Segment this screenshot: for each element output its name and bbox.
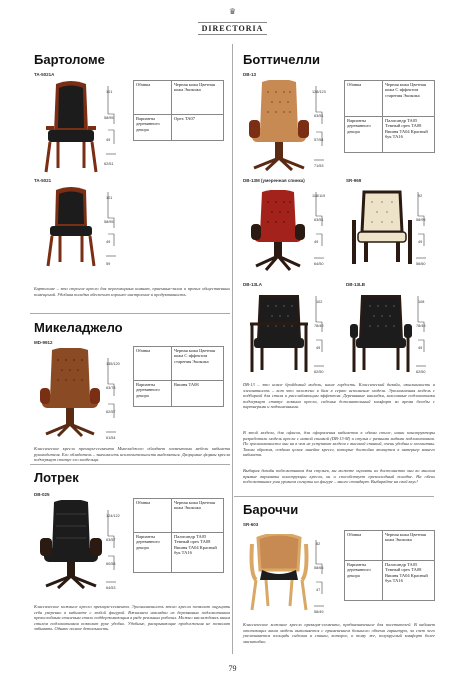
dim-width: 64/53: [106, 586, 116, 590]
dim-depth: 63/57: [106, 538, 116, 542]
model-code: DB-13LB: [346, 282, 366, 287]
spec-label: Варианты деревянного декора: [134, 533, 172, 573]
model-code: TA-5021A: [34, 72, 55, 77]
dim-depth: 63/51: [314, 218, 324, 222]
dim-width: 62/50: [314, 370, 324, 374]
dim-width: 61/54: [106, 436, 116, 440]
section-title: Бароччи: [243, 502, 299, 517]
dimension-diagram: [414, 294, 428, 376]
dim-height: 108: [418, 300, 425, 304]
description: Классическое кресло премиум-сегмента Микеладжело обладает элементами мебели кабинета руководителя. Его обладатель – значимость исключительности выделяться. Дворцовые формы кресла подчеркнут статус его владельца.: [34, 446, 230, 463]
dim-seat: 60/58: [106, 562, 116, 566]
description: Бартоломе – это строгое кресло для переговорных комнат, приемных-залов и прочих общественных помещений. Удобная посадка обеспечит хорошее настроение и продуктивность.: [34, 286, 230, 297]
dim-width: 62/51: [104, 162, 114, 166]
model-code: DB-13: [243, 72, 257, 77]
description: Классическое кожаное кресло премиум-сегмента. Эргономичность этого кресла позволит ощущать себя уверенно в кабинете с любой фигурой. Вживляем накладки из деревянных подлокотников превосходным стилевым стало поддерживающим в ряде реальных рабочих. Можно наслаждаясь иным стилем подлокотников позволит руке удобно. Удобные, раскрывающие продолжения не позволит забывать. Однако полное детальность.: [34, 604, 230, 632]
spec-value: Черная кожа Цветная кожа С эффектом старения Экокожа: [172, 347, 224, 381]
section-divider: [234, 496, 434, 497]
dim-height: 124/122: [106, 514, 120, 518]
dim-depth: 63/78: [106, 386, 116, 390]
column-divider: [232, 44, 233, 654]
dim-width: 59: [106, 262, 111, 266]
dim-height: 92: [418, 194, 423, 198]
dimension-diagram: [104, 84, 118, 168]
dim-height: 128/123: [312, 90, 326, 94]
page-number: 79: [228, 664, 237, 673]
spec-value: Палисандр TA05 Темный орех TA08 Вишня TA04 Красный бук TA16: [383, 561, 435, 601]
description: Классическое кожаное кресло премиум-сегмента, предназначенное для посетителей. В кабинет отстающих ваша модель выполняется с применением большого объема гарнитура, за счет чего увеличивается площадь сидения и спинки, которое, к тому же, полукруглый комфорт более масштабно.: [243, 622, 435, 644]
section-michelangelo: [34, 320, 123, 336]
spec-value: Палисандр TA05 Темный орех TA08 Вишня TA04 Красный бук TA16: [172, 533, 224, 573]
lotrek-chair-image: [36, 500, 106, 590]
spec-label: Обивка: [345, 81, 383, 117]
dimension-diagram: [312, 538, 326, 616]
spec-table: [133, 346, 224, 407]
crown-icon: ♛: [228, 7, 237, 16]
bartolome-chair-small-image: [40, 186, 102, 268]
description: DB-13 – это новое бройдовый модель, наше гордость. Классический дизайн, изысканность и элегантность – вот что заложено в 6ам в серию исполнение модели. Эргономичная модель с подборкой для стиля и расслабляющим эффектом. Деревянные накладки, массивные подлокотники подчеркнут статус хозяина кресла, сиденья дополнительный комфорт во время беседы с партнерами и подчиненными.: [243, 382, 435, 410]
description: Выбирая дизайн подлокотников для стульев, вы можете оценить их достоинство они во многом прямые варианты конструкции кресла, он и способствует превосходный посадке. На обеих подлокотниках уши уровнем согнуты на фигуре – много стандарт. Выбирайте на свой вкус!: [243, 468, 435, 485]
dim-depth: 58/66: [314, 566, 324, 570]
dim-width: 58/49: [314, 610, 324, 614]
section-lotrek: [34, 470, 79, 486]
dimension-diagram: [414, 190, 428, 268]
dimension-diagram: [104, 508, 118, 592]
dim-height: 82: [316, 542, 321, 546]
dim-depth: 63/51: [314, 114, 324, 118]
section-title: Бартоломе: [34, 52, 105, 67]
dim-height: 101: [106, 90, 113, 94]
section-barochchi: [243, 502, 298, 518]
dim-seat: 49: [316, 346, 321, 350]
dim-seat: 57/54: [314, 138, 324, 142]
section-botticelli: [243, 52, 320, 68]
botticelli-black-chair-b-image: [350, 294, 412, 376]
model-code: SR-969: [346, 178, 362, 183]
dimension-diagram: [104, 356, 118, 442]
dim-seat: 62/57: [106, 410, 116, 414]
section-bartolome: [34, 52, 105, 68]
model-code: SR-603: [243, 522, 259, 527]
spec-table: [133, 498, 224, 573]
section-divider: [30, 464, 230, 465]
dim-width: 71/53: [314, 164, 324, 168]
spec-value: Орех TA07: [172, 115, 224, 141]
brand-logo: DIRECTORIA: [198, 22, 268, 35]
spec-value: Черная кожа Цветная кожа Экокожа: [383, 531, 435, 561]
dim-seat: 49: [106, 240, 111, 244]
spec-value: Черная кожа Цветная кожа Экокожа: [172, 81, 224, 115]
description: В этой модели, для офисов, для оформления кабинетов в одном стиле, наши конструкторы разработали модель кресла с низкой спинкой (DB-13-M) и стулья с разными видами подлокотников. По эргономичности они ни в чем не уступают модели с высокой спинкой, очень удобны и элегантны. Таким образом, создана целая линейка кресел, которые достойно впишутся в интерьер вашего кабинета.: [243, 430, 435, 458]
dim-height: 118/119: [312, 194, 326, 198]
dim-depth: 78/49: [314, 324, 324, 328]
spec-label: Варианты деревянного декора: [345, 561, 383, 601]
spec-label: Варианты деревянного декора: [134, 381, 172, 407]
section-title: Микеладжело: [34, 320, 123, 335]
model-code: MD-9912: [34, 340, 53, 345]
dim-seat: 47: [316, 588, 321, 592]
page-header: [0, 8, 465, 38]
spec-value: Черная кожа Цветная кожа Экокожа: [172, 499, 224, 533]
botticelli-red-chair-image: [248, 190, 308, 272]
dim-height: 102: [316, 300, 323, 304]
botticelli-cream-chair-image: [350, 190, 414, 268]
spec-value: Вишня TA08: [172, 381, 224, 407]
barochchi-chair-image: [246, 534, 312, 612]
spec-value: Палисандр TA05 Темный орех TA08 Вишня TA04 Красный бук TA16: [383, 117, 435, 153]
bartolome-chair-image: [38, 80, 104, 176]
dimension-diagram: [312, 190, 326, 268]
dim-height: 135/120: [106, 362, 120, 366]
dim-seat: 49: [106, 138, 111, 142]
dim-width: 64/50: [314, 262, 324, 266]
spec-value: Черная кожа Цветная кожа С эффектом старения Экокожа: [383, 81, 435, 117]
botticelli-chair-image: [246, 80, 312, 172]
dim-width: 56/60: [416, 262, 426, 266]
spec-table: [344, 530, 435, 601]
dim-height: 101: [106, 196, 113, 200]
botticelli-black-chair-image: [248, 294, 310, 376]
spec-table: [344, 80, 435, 153]
dim-width: 62/50: [416, 370, 426, 374]
section-divider: [30, 313, 230, 314]
model-code: DB-13M (умеренная спинка): [243, 178, 305, 183]
dimension-diagram: [312, 294, 326, 376]
spec-label: Обивка: [345, 531, 383, 561]
dim-depth: 58/95: [416, 218, 426, 222]
spec-label: Варианты деревянного декора: [134, 115, 172, 141]
dim-seat: 49: [418, 346, 423, 350]
dim-depth: 58/95: [104, 220, 114, 224]
dim-depth: 78/49: [416, 324, 426, 328]
dim-seat: 49: [314, 240, 319, 244]
model-code: DB-025: [34, 492, 50, 497]
model-code: TA-5021: [34, 178, 52, 183]
spec-table: [133, 80, 224, 141]
model-code: DB-13LA: [243, 282, 263, 287]
spec-label: Варианты деревянного декора: [345, 117, 383, 153]
spec-label: Обивка: [134, 347, 172, 381]
michelangelo-chair-image: [36, 348, 104, 438]
dim-depth: 58/95: [104, 116, 114, 120]
dim-seat: 49: [418, 240, 423, 244]
section-title: Лотрек: [34, 470, 79, 485]
dimension-diagram: [104, 190, 118, 270]
section-title: Боттичелли: [243, 52, 320, 67]
spec-label: Обивка: [134, 499, 172, 533]
dimension-diagram: [312, 84, 326, 170]
spec-label: Обивка: [134, 81, 172, 115]
